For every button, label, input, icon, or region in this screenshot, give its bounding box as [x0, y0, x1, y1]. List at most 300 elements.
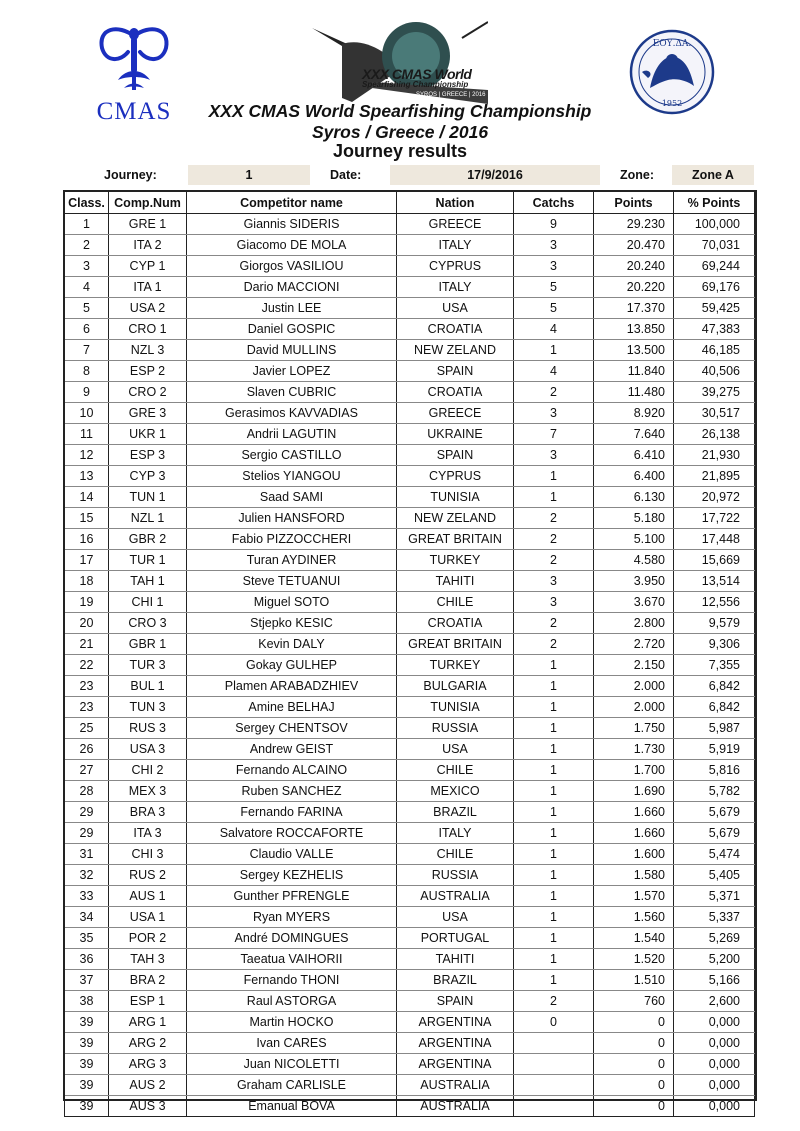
table-row [65, 991, 755, 1012]
cell-comp-num: CHI 3 [109, 844, 187, 865]
cell-catchs: 1 [514, 865, 594, 886]
cell-competitor-name: Miguel SOTO [187, 592, 397, 613]
cell-comp-num: ITA 3 [109, 823, 187, 844]
cell-class: 7 [65, 340, 109, 361]
cell-pct-points: 9,579 [674, 613, 755, 634]
col-header-pct-points: % Points [674, 192, 755, 214]
journey-label: Journey: [104, 168, 157, 182]
cell-competitor-name: Giannis SIDERIS [187, 214, 397, 235]
cell-pct-points: 2,600 [674, 991, 755, 1012]
cell-comp-num: RUS 2 [109, 865, 187, 886]
cell-points: 3.950 [594, 571, 674, 592]
cell-competitor-name: Ruben SANCHEZ [187, 781, 397, 802]
cell-nation: NEW ZELAND [397, 508, 514, 529]
cell-nation: SPAIN [397, 445, 514, 466]
cell-class: 14 [65, 487, 109, 508]
cell-comp-num: GBR 2 [109, 529, 187, 550]
cell-comp-num: ARG 1 [109, 1012, 187, 1033]
table-row [65, 949, 755, 970]
cell-comp-num: BUL 1 [109, 676, 187, 697]
zone-label: Zone: [620, 168, 655, 182]
table-row [65, 235, 755, 256]
cell-nation: PORTUGAL [397, 928, 514, 949]
cell-nation: TURKEY [397, 655, 514, 676]
cell-nation: TAHITI [397, 571, 514, 592]
cell-catchs: 1 [514, 676, 594, 697]
cell-nation: CHILE [397, 592, 514, 613]
table-row [65, 319, 755, 340]
cell-catchs: 1 [514, 487, 594, 508]
cell-pct-points: 0,000 [674, 1033, 755, 1054]
table-row [65, 886, 755, 907]
date-value: 17/9/2016 [390, 165, 600, 185]
cell-nation: GREECE [397, 214, 514, 235]
cell-catchs: 1 [514, 340, 594, 361]
cell-comp-num: ESP 3 [109, 445, 187, 466]
cell-pct-points: 69,244 [674, 256, 755, 277]
cell-comp-num: TUN 3 [109, 697, 187, 718]
results-body [65, 214, 755, 1117]
cell-catchs: 2 [514, 508, 594, 529]
cell-competitor-name: Gunther PFRENGLE [187, 886, 397, 907]
cell-catchs: 1 [514, 844, 594, 865]
results-table [64, 191, 755, 1117]
cell-pct-points: 21,930 [674, 445, 755, 466]
cell-nation: USA [397, 739, 514, 760]
cell-class: 39 [65, 1012, 109, 1033]
cell-comp-num: CRO 2 [109, 382, 187, 403]
cell-pct-points: 17,722 [674, 508, 755, 529]
cell-pct-points: 6,842 [674, 697, 755, 718]
cell-pct-points: 5,200 [674, 949, 755, 970]
cell-class: 5 [65, 298, 109, 319]
table-row [65, 697, 755, 718]
cell-catchs: 9 [514, 214, 594, 235]
cell-class: 16 [65, 529, 109, 550]
cell-nation: SPAIN [397, 991, 514, 1012]
cell-points: 1.600 [594, 844, 674, 865]
cell-competitor-name: Ivan CARES [187, 1033, 397, 1054]
cell-pct-points: 26,138 [674, 424, 755, 445]
cell-comp-num: POR 2 [109, 928, 187, 949]
cell-points: 29.230 [594, 214, 674, 235]
cell-class: 39 [65, 1075, 109, 1096]
cell-points: 1.540 [594, 928, 674, 949]
table-row [65, 529, 755, 550]
cell-catchs: 1 [514, 970, 594, 991]
cell-competitor-name: Sergey CHENTSOV [187, 718, 397, 739]
cmas-emblem-icon [88, 22, 180, 96]
cell-nation: USA [397, 907, 514, 928]
cell-class: 29 [65, 823, 109, 844]
cell-catchs: 1 [514, 655, 594, 676]
cell-competitor-name: Giorgos VASILIOU [187, 256, 397, 277]
cell-competitor-name: Taeatua VAIHORII [187, 949, 397, 970]
cell-points: 0 [594, 1033, 674, 1054]
cell-class: 32 [65, 865, 109, 886]
cell-pct-points: 59,425 [674, 298, 755, 319]
cell-class: 9 [65, 382, 109, 403]
table-row [65, 781, 755, 802]
cell-catchs: 1 [514, 718, 594, 739]
cell-points: 760 [594, 991, 674, 1012]
cell-pct-points: 47,383 [674, 319, 755, 340]
cell-nation: GREAT BRITAIN [397, 634, 514, 655]
cell-pct-points: 5,816 [674, 760, 755, 781]
cell-points: 1.660 [594, 802, 674, 823]
cell-competitor-name: Graham CARLISLE [187, 1075, 397, 1096]
cell-competitor-name: Raul ASTORGA [187, 991, 397, 1012]
championship-logo [312, 18, 488, 104]
cell-nation: CROATIA [397, 382, 514, 403]
cell-class: 11 [65, 424, 109, 445]
col-header-nation: Nation [397, 192, 514, 214]
cell-comp-num: CYP 1 [109, 256, 187, 277]
cell-nation: GREECE [397, 403, 514, 424]
table-row [65, 277, 755, 298]
cell-competitor-name: Juan NICOLETTI [187, 1054, 397, 1075]
cell-points: 6.400 [594, 466, 674, 487]
cell-comp-num: TUR 1 [109, 550, 187, 571]
cell-comp-num: CHI 2 [109, 760, 187, 781]
cell-points: 11.480 [594, 382, 674, 403]
cell-class: 36 [65, 949, 109, 970]
cell-points: 3.670 [594, 592, 674, 613]
cell-class: 23 [65, 697, 109, 718]
cell-nation: BRAZIL [397, 970, 514, 991]
cell-points: 13.500 [594, 340, 674, 361]
table-row [65, 802, 755, 823]
cell-catchs: 1 [514, 823, 594, 844]
cell-comp-num: CYP 3 [109, 466, 187, 487]
cell-comp-num: TAH 3 [109, 949, 187, 970]
zone-value: Zone A [672, 165, 754, 185]
cell-pct-points: 30,517 [674, 403, 755, 424]
cell-pct-points: 5,371 [674, 886, 755, 907]
cell-pct-points: 5,474 [674, 844, 755, 865]
cell-nation: ITALY [397, 277, 514, 298]
table-row [65, 865, 755, 886]
cell-comp-num: TUR 3 [109, 655, 187, 676]
cell-nation: AUSTRALIA [397, 1096, 514, 1117]
cell-pct-points: 15,669 [674, 550, 755, 571]
cell-points: 1.750 [594, 718, 674, 739]
cell-comp-num: AUS 3 [109, 1096, 187, 1117]
cell-catchs: 1 [514, 781, 594, 802]
cell-nation: NEW ZELAND [397, 340, 514, 361]
col-header-class: Class. [65, 192, 109, 214]
cell-pct-points: 69,176 [674, 277, 755, 298]
cell-points: 2.150 [594, 655, 674, 676]
cell-nation: ARGENTINA [397, 1033, 514, 1054]
table-row [65, 571, 755, 592]
cell-class: 6 [65, 319, 109, 340]
championship-logo-line1: XXX CMAS World [362, 66, 472, 82]
cell-competitor-name: Sergey KEZHELIS [187, 865, 397, 886]
cell-class: 1 [65, 214, 109, 235]
cell-catchs: 3 [514, 235, 594, 256]
page-title: XXX CMAS World Spearfishing Championship [208, 101, 592, 121]
cell-class: 19 [65, 592, 109, 613]
cell-nation: MEXICO [397, 781, 514, 802]
table-header-row [65, 192, 755, 214]
cell-comp-num: NZL 3 [109, 340, 187, 361]
cell-comp-num: RUS 3 [109, 718, 187, 739]
cell-competitor-name: Stelios YIANGOU [187, 466, 397, 487]
cell-points: 4.580 [594, 550, 674, 571]
cell-comp-num: NZL 1 [109, 508, 187, 529]
svg-text:1952: 1952 [661, 99, 683, 108]
cell-catchs [514, 1054, 594, 1075]
cell-pct-points: 5,166 [674, 970, 755, 991]
cell-catchs: 2 [514, 529, 594, 550]
cell-competitor-name: Justin LEE [187, 298, 397, 319]
cell-catchs: 2 [514, 991, 594, 1012]
table-row [65, 214, 755, 235]
cell-points: 1.660 [594, 823, 674, 844]
cell-nation: BRAZIL [397, 802, 514, 823]
cell-pct-points: 21,895 [674, 466, 755, 487]
cell-comp-num: CRO 3 [109, 613, 187, 634]
cell-class: 17 [65, 550, 109, 571]
cell-comp-num: ARG 3 [109, 1054, 187, 1075]
cell-competitor-name: Andrew GEIST [187, 739, 397, 760]
col-header-catchs: Catchs [514, 192, 594, 214]
cell-points: 1.560 [594, 907, 674, 928]
cell-competitor-name: Fernando FARINA [187, 802, 397, 823]
cell-catchs: 0 [514, 1012, 594, 1033]
cell-catchs: 1 [514, 802, 594, 823]
cell-competitor-name: André DOMINGUES [187, 928, 397, 949]
cell-competitor-name: Fernando ALCAINO [187, 760, 397, 781]
cell-points: 0 [594, 1012, 674, 1033]
cell-points: 1.510 [594, 970, 674, 991]
cell-points: 20.470 [594, 235, 674, 256]
cell-class: 39 [65, 1033, 109, 1054]
page-subtitle: Syros / Greece / 2016 [311, 122, 489, 142]
cell-catchs [514, 1096, 594, 1117]
table-row [65, 655, 755, 676]
cell-catchs: 2 [514, 634, 594, 655]
cell-points: 1.580 [594, 865, 674, 886]
cell-competitor-name: Fabio PIZZOCCHERI [187, 529, 397, 550]
table-row [65, 760, 755, 781]
cell-comp-num: GRE 1 [109, 214, 187, 235]
cell-pct-points: 5,269 [674, 928, 755, 949]
col-header-competitor-name: Competitor name [187, 192, 397, 214]
cell-points: 1.690 [594, 781, 674, 802]
cell-pct-points: 9,306 [674, 634, 755, 655]
cell-comp-num: USA 2 [109, 298, 187, 319]
cmas-logo-text: CMAS [96, 98, 172, 125]
cell-competitor-name: Salvatore ROCCAFORTE [187, 823, 397, 844]
cell-comp-num: GBR 1 [109, 634, 187, 655]
cell-competitor-name: Slaven CUBRIC [187, 382, 397, 403]
cell-catchs: 3 [514, 403, 594, 424]
col-header-comp-num: Comp.Num [109, 192, 187, 214]
cell-class: 39 [65, 1054, 109, 1075]
table-row [65, 739, 755, 760]
cell-comp-num: TAH 1 [109, 571, 187, 592]
col-header-points: Points [594, 192, 674, 214]
table-row [65, 487, 755, 508]
cell-class: 37 [65, 970, 109, 991]
cell-comp-num: BRA 2 [109, 970, 187, 991]
cell-points: 2.000 [594, 676, 674, 697]
championship-logo-line3: SYROS | GREECE | 2016 [416, 92, 486, 98]
cell-competitor-name: Martin HOCKO [187, 1012, 397, 1033]
cell-nation: BULGARIA [397, 676, 514, 697]
cell-pct-points: 39,275 [674, 382, 755, 403]
cell-catchs [514, 1075, 594, 1096]
cell-nation: AUSTRALIA [397, 1075, 514, 1096]
cell-nation: CYPRUS [397, 256, 514, 277]
cell-competitor-name: Steve TETUANUI [187, 571, 397, 592]
cell-nation: TUNISIA [397, 697, 514, 718]
cell-competitor-name: Julien HANSFORD [187, 508, 397, 529]
cell-class: 39 [65, 1096, 109, 1117]
cell-catchs: 3 [514, 592, 594, 613]
section-title: Journey results [332, 141, 468, 161]
cell-nation: RUSSIA [397, 718, 514, 739]
table-row [65, 907, 755, 928]
table-row [65, 1096, 755, 1117]
table-row [65, 613, 755, 634]
cell-class: 2 [65, 235, 109, 256]
cell-nation: CHILE [397, 760, 514, 781]
cell-points: 1.730 [594, 739, 674, 760]
cell-pct-points: 7,355 [674, 655, 755, 676]
cell-catchs: 4 [514, 319, 594, 340]
cell-points: 5.100 [594, 529, 674, 550]
cell-comp-num: USA 3 [109, 739, 187, 760]
table-row [65, 1012, 755, 1033]
table-row [65, 676, 755, 697]
table-row [65, 424, 755, 445]
cell-points: 2.720 [594, 634, 674, 655]
cell-catchs: 2 [514, 550, 594, 571]
cell-class: 18 [65, 571, 109, 592]
cell-competitor-name: Gerasimos KAVVADIAS [187, 403, 397, 424]
cell-comp-num: ESP 1 [109, 991, 187, 1012]
table-row [65, 1033, 755, 1054]
cell-nation: ARGENTINA [397, 1012, 514, 1033]
cell-points: 8.920 [594, 403, 674, 424]
cell-nation: UKRAINE [397, 424, 514, 445]
cell-competitor-name: Daniel GOSPIC [187, 319, 397, 340]
table-row [65, 844, 755, 865]
cell-catchs: 4 [514, 361, 594, 382]
cell-catchs: 1 [514, 949, 594, 970]
cell-competitor-name: Turan AYDINER [187, 550, 397, 571]
cell-pct-points: 5,337 [674, 907, 755, 928]
cell-points: 17.370 [594, 298, 674, 319]
cell-pct-points: 5,782 [674, 781, 755, 802]
cell-points: 20.240 [594, 256, 674, 277]
table-row [65, 508, 755, 529]
cell-nation: CROATIA [397, 319, 514, 340]
cell-comp-num: BRA 3 [109, 802, 187, 823]
cell-nation: CROATIA [397, 613, 514, 634]
table-row [65, 445, 755, 466]
cell-class: 12 [65, 445, 109, 466]
cell-competitor-name: Kevin DALY [187, 634, 397, 655]
cell-comp-num: AUS 2 [109, 1075, 187, 1096]
cell-pct-points: 17,448 [674, 529, 755, 550]
cell-comp-num: ITA 2 [109, 235, 187, 256]
cell-competitor-name: Gokay GULHEP [187, 655, 397, 676]
cell-points: 5.180 [594, 508, 674, 529]
championship-logo-line2: Spearfishing Championship [362, 80, 469, 89]
cell-points: 0 [594, 1054, 674, 1075]
table-row [65, 823, 755, 844]
cell-points: 20.220 [594, 277, 674, 298]
cell-points: 6.130 [594, 487, 674, 508]
cell-nation: SPAIN [397, 361, 514, 382]
cell-class: 22 [65, 655, 109, 676]
date-label: Date: [330, 168, 362, 182]
table-row [65, 550, 755, 571]
cell-catchs: 3 [514, 571, 594, 592]
cell-comp-num: ESP 2 [109, 361, 187, 382]
table-row [65, 298, 755, 319]
cell-competitor-name: Fernando THONI [187, 970, 397, 991]
cell-pct-points: 20,972 [674, 487, 755, 508]
cell-comp-num: MEX 3 [109, 781, 187, 802]
cell-pct-points: 13,514 [674, 571, 755, 592]
cell-class: 4 [65, 277, 109, 298]
cell-nation: ITALY [397, 823, 514, 844]
cell-pct-points: 0,000 [674, 1054, 755, 1075]
cell-points: 13.850 [594, 319, 674, 340]
cell-nation: ARGENTINA [397, 1054, 514, 1075]
cell-catchs: 2 [514, 382, 594, 403]
table-row [65, 361, 755, 382]
cell-class: 31 [65, 844, 109, 865]
cell-pct-points: 0,000 [674, 1012, 755, 1033]
cell-class: 13 [65, 466, 109, 487]
cell-points: 2.800 [594, 613, 674, 634]
table-row [65, 1054, 755, 1075]
cell-catchs: 1 [514, 739, 594, 760]
cell-catchs: 1 [514, 928, 594, 949]
cell-nation: USA [397, 298, 514, 319]
cell-points: 1.570 [594, 886, 674, 907]
svg-text:ΕΟΥ.ΔΑ.: ΕΟΥ.ΔΑ. [652, 39, 692, 49]
cell-competitor-name: Dario MACCIONI [187, 277, 397, 298]
cell-catchs: 3 [514, 256, 594, 277]
cell-class: 25 [65, 718, 109, 739]
table-row [65, 928, 755, 949]
cell-comp-num: AUS 1 [109, 886, 187, 907]
cell-points: 7.640 [594, 424, 674, 445]
cell-competitor-name: Giacomo DE MOLA [187, 235, 397, 256]
table-row [65, 970, 755, 991]
cell-pct-points: 70,031 [674, 235, 755, 256]
cell-points: 11.840 [594, 361, 674, 382]
cell-class: 29 [65, 802, 109, 823]
cell-catchs: 1 [514, 907, 594, 928]
cell-competitor-name: Javier LOPEZ [187, 361, 397, 382]
cell-class: 8 [65, 361, 109, 382]
cell-nation: GREAT BRITAIN [397, 529, 514, 550]
cell-pct-points: 100,000 [674, 214, 755, 235]
cell-points: 6.410 [594, 445, 674, 466]
cell-pct-points: 5,679 [674, 802, 755, 823]
cell-pct-points: 46,185 [674, 340, 755, 361]
cell-comp-num: GRE 3 [109, 403, 187, 424]
cell-pct-points: 5,987 [674, 718, 755, 739]
